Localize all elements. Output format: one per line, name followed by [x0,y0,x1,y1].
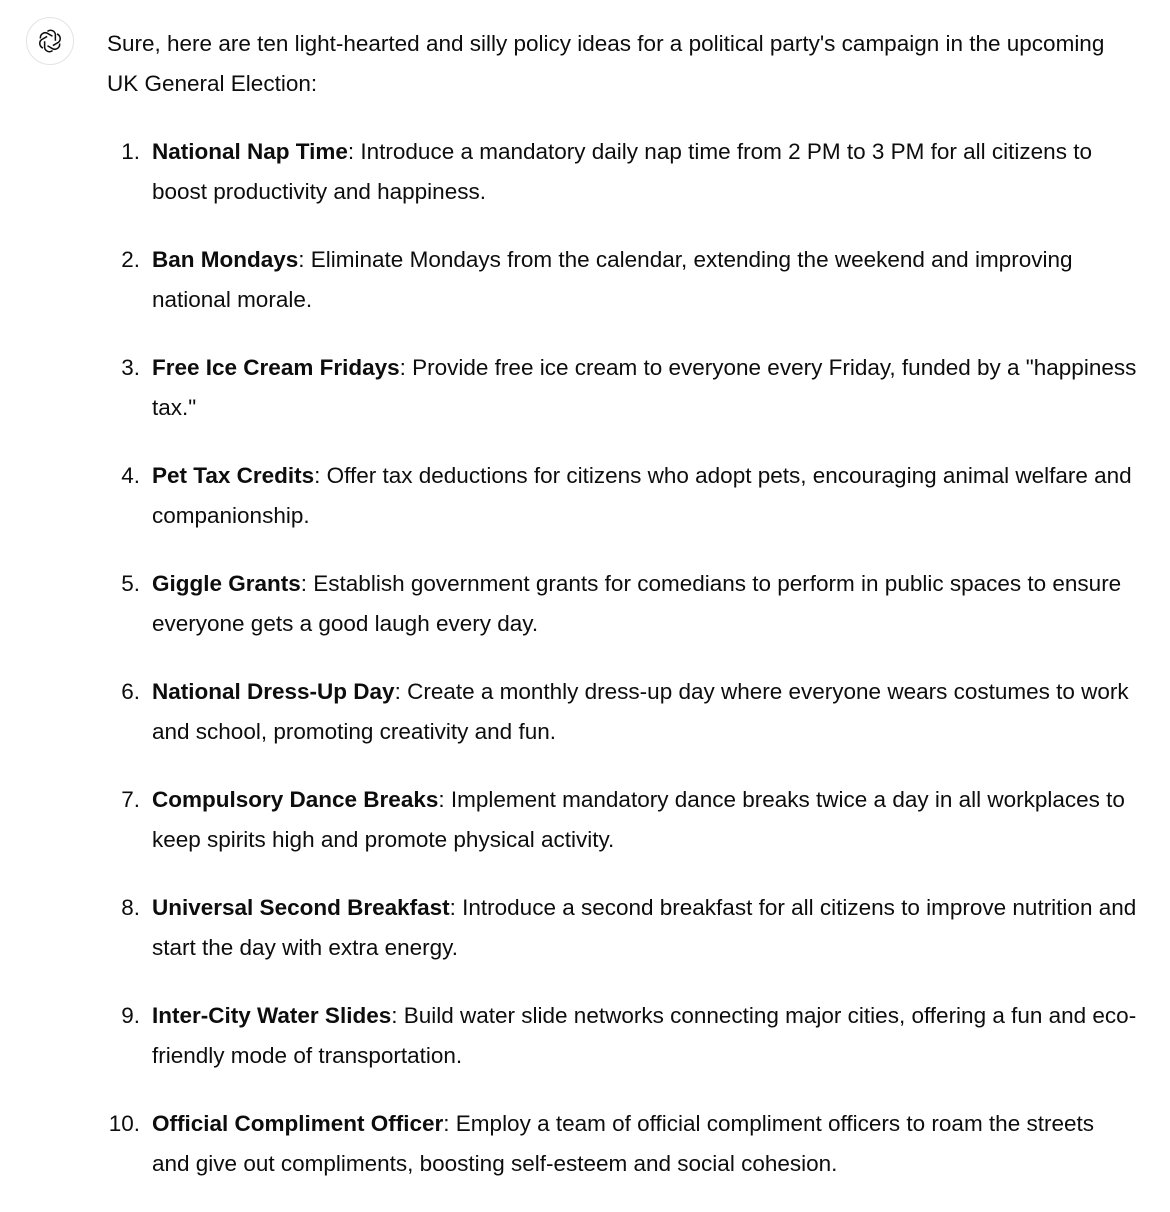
list-item-number: 9. [121,1003,140,1028]
assistant-message [107,24,1137,1212]
policy-name: National Dress-Up Day [152,679,395,704]
list-item [107,672,1137,752]
policy-name: Inter-City Water Slides [152,1003,392,1028]
policy-name: Pet Tax Credits [152,463,315,488]
policy-description: : Build water slide networks connecting major cities, offering a fun and eco-friendly mode of transportation. [152,1003,1137,1068]
policy-description: : Introduce a mandatory daily nap time from 2 PM to 3 PM for all citizens to boost productivity and happiness. [152,139,1092,204]
list-item [107,348,1137,428]
list-item-number: 4. [121,463,140,488]
list-item [107,132,1137,212]
policy-description: : Eliminate Mondays from the calendar, extending the weekend and improving national morale. [152,247,1073,312]
policy-description: : Introduce a second breakfast for all citizens to improve nutrition and start the day with extra energy. [152,895,1137,960]
list-item [107,240,1137,320]
policy-description: : Establish government grants for comedians to perform in public spaces to ensure everyone gets a good laugh every day. [152,571,1122,636]
list-item-number: 3. [121,355,140,380]
list-item [107,996,1137,1076]
policy-description: : Implement mandatory dance breaks twice a day in all workplaces to keep spirits high and promote physical activity. [152,787,1125,852]
list-item [107,780,1137,860]
list-item-number: 8. [121,895,140,920]
list-item-number: 10. [108,1111,140,1136]
list-item-number: 1. [121,139,140,164]
policy-name: Official Compliment Officer [152,1111,444,1136]
list-item [107,1104,1137,1184]
list-item [107,564,1137,644]
list-item [107,888,1137,968]
assistant-avatar [26,17,74,65]
message-intro: Sure, here are ten light-hearted and silly policy ideas for a political party's campaign in the upcoming UK General Election: [107,31,1105,96]
policy-name: National Nap Time [152,139,348,164]
policy-name: Compulsory Dance Breaks [152,787,439,812]
list-item-number: 6. [121,679,140,704]
policy-description: : Create a monthly dress-up day where everyone wears costumes to work and school, promoting creativity and fun. [152,679,1129,744]
policy-description: : Employ a team of official compliment officers to roam the streets and give out compliments, boosting self-esteem and social cohesion. [152,1111,1094,1176]
policy-name: Giggle Grants [152,571,301,596]
policy-description: : Offer tax deductions for citizens who adopt pets, encouraging animal welfare and companionship. [152,463,1132,528]
openai-logo-icon [36,27,64,55]
policy-name: Universal Second Breakfast [152,895,450,920]
policy-name: Free Ice Cream Fridays [152,355,400,380]
list-item-number: 5. [121,571,140,596]
policy-name: Ban Mondays [152,247,299,272]
list-item-number: 2. [121,247,140,272]
policy-list [107,132,1137,1184]
list-item-number: 7. [121,787,140,812]
list-item [107,456,1137,536]
policy-description: : Provide free ice cream to everyone every Friday, funded by a "happiness tax." [152,355,1137,420]
